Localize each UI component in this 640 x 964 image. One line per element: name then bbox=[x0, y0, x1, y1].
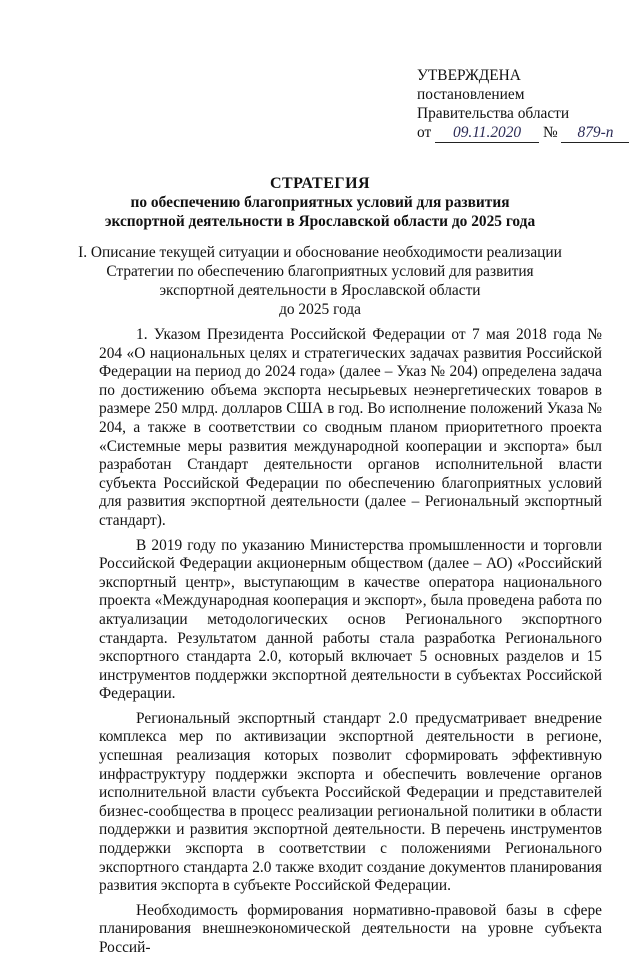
section-heading-line-4: до 2025 года bbox=[279, 301, 361, 318]
body-text bbox=[99, 326, 602, 964]
section-heading-line-3: экспортной деятельности в Ярославской области bbox=[159, 282, 481, 299]
section-heading-line-2: Стратегии по обеспечению благоприятных условий для развития bbox=[106, 263, 534, 280]
handwritten-number: 879-п bbox=[561, 123, 629, 143]
paragraph-4: Необходимость формирования нормативно-правовой базы в сфере планирования внешнеэкономической деятельности на уровне субъекта Россий- bbox=[99, 901, 602, 956]
approval-date-number-line bbox=[417, 123, 632, 143]
paragraph-2: В 2019 году по указанию Министерства промышленности и торговли Российской Федерации акционерным обществом (далее – АО) «Российский экспортный центр», выступающим в качестве оператора национального проекта «Международная кооперация и экспорт», была проведена работа по актуализации методологических основ Регионального экспортного стандарта. Результатом данной работы стала разработка Регионального экспортного стандарта 2.0, который включает 5 основных разделов и 15 инструментов поддержки экспортной деятельности в субъектах Российской Федерации. bbox=[99, 536, 602, 703]
approval-authority: Правительства области bbox=[417, 105, 570, 122]
approval-stamp-block bbox=[417, 66, 632, 143]
section-heading bbox=[60, 243, 580, 319]
approval-resolution-label: постановлением bbox=[417, 86, 525, 103]
title-main: СТРАТЕГИЯ bbox=[269, 175, 371, 192]
paragraph-3: Региональный экспортный стандарт 2.0 предусматривает внедрение комплекса мер по активизации экспортной деятельности в регионе, успешная реализация которых позволит сформировать эффективную инфраструктуру поддержки экспорта и обеспечить вовлечение органов исполнительной власти субъекта Российской Федерации и представителей бизнес-сообщества в процесс реализации региональной политики в области поддержки и развития экспортной деятельности. В перечень инструментов поддержки экспорта в соответствии с положениями Регионального экспортного стандарта 2.0 также входит создание документов планирования развития экспорта в субъекте Российской Федерации. bbox=[99, 709, 602, 895]
document-title bbox=[60, 174, 580, 231]
title-line-3: экспортной деятельности в Ярославской области до 2025 года bbox=[104, 213, 536, 230]
approval-number-prefix: № bbox=[542, 124, 558, 141]
section-heading-line-1: I. Описание текущей ситуации и обоснование необходимости реализации bbox=[78, 244, 562, 261]
approval-from-prefix: от bbox=[417, 124, 432, 141]
title-line-2: по обеспечению благоприятных условий для развития bbox=[130, 194, 510, 211]
handwritten-date: 09.11.2020 bbox=[435, 123, 539, 143]
paragraph-1: 1. Указом Президента Российской Федерации от 7 мая 2018 года № 204 «О национальных целях и стратегических задачах развития Российской Федерации на период до 2024 года» (далее – Указ № 204) определена задача по достижению объема экспорта несырьевых неэнергетических товаров в размере 250 млрд. долларов США в год. Во исполнение положений Указа № 204, а также в соответствии со сводным планом приоритетного проекта «Системные меры развития международной кооперации и экспорта» был разработан Стандарт деятельности органов исполнительной власти субъекта Российской Федерации по обеспечению благоприятных условий для развития экспортной деятельности (далее – Региональный экспортный стандарт). bbox=[99, 326, 602, 529]
approval-heading: УТВЕРЖДЕНА bbox=[417, 67, 521, 84]
